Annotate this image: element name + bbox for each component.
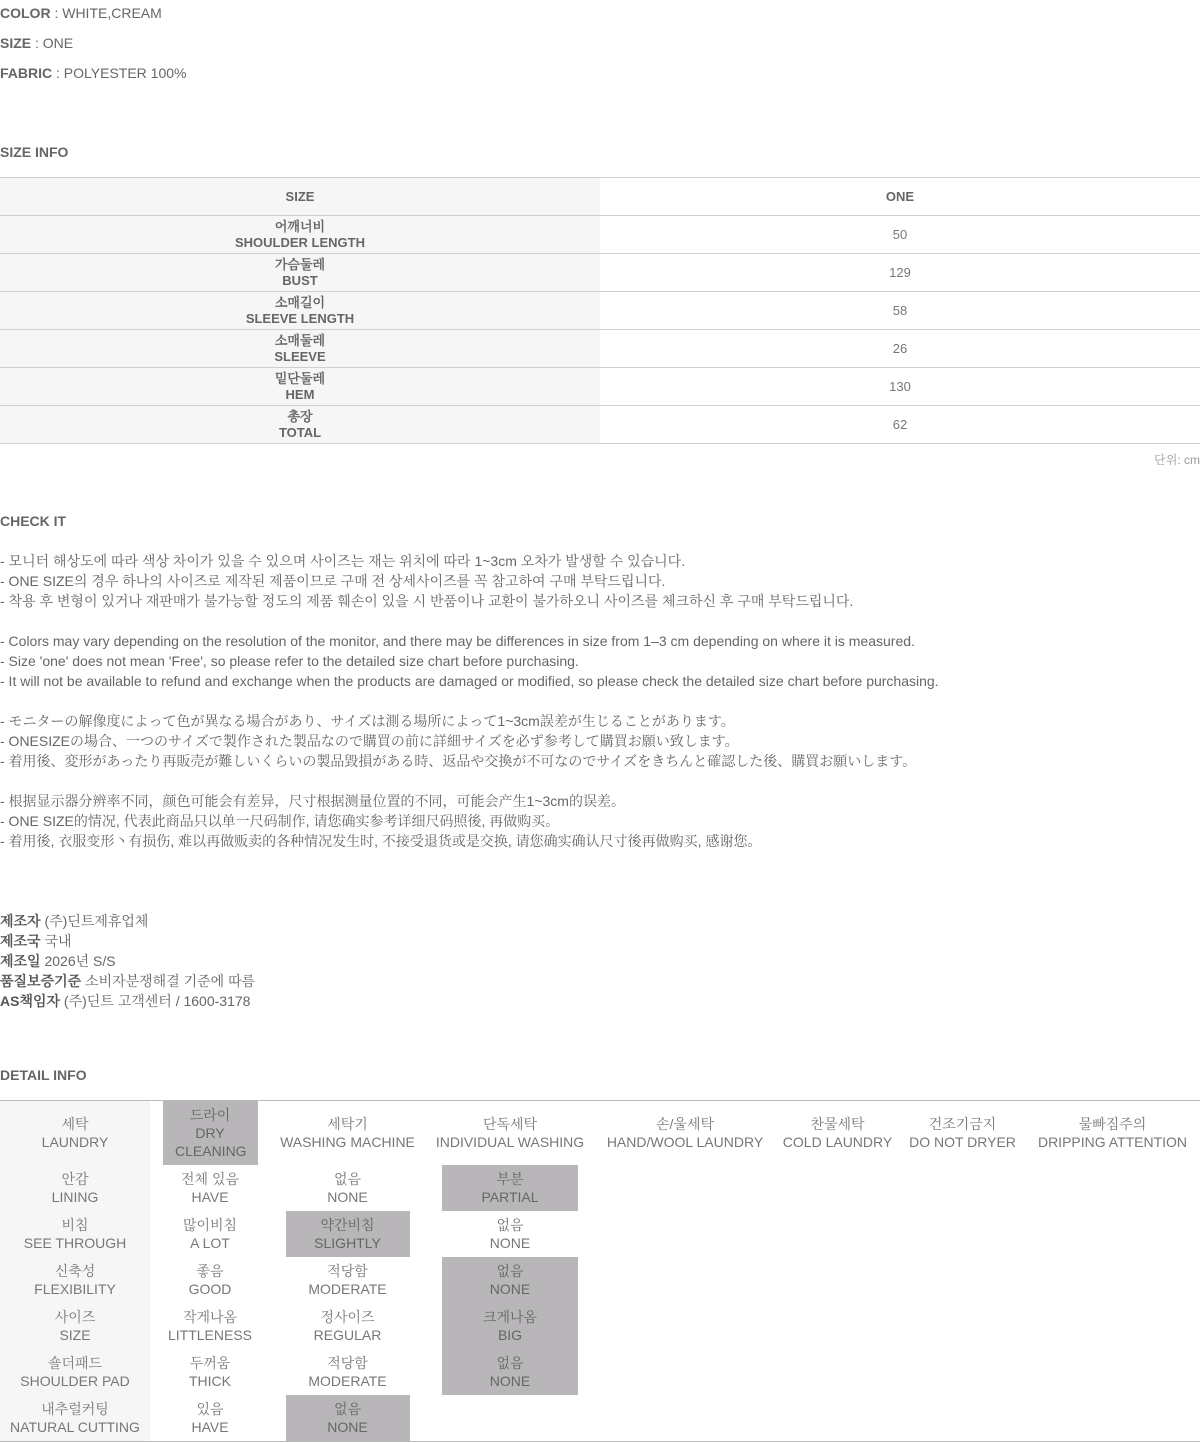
laundry-row — [0, 1101, 1200, 1166]
measure-en: BUST — [282, 272, 318, 288]
spec-value: : WHITE,CREAM — [50, 5, 162, 21]
table-row — [0, 330, 1200, 368]
maker-key: 품질보증기준 — [0, 973, 82, 989]
maker-key: 제조일 — [0, 953, 41, 969]
measure-en: SLEEVE — [274, 348, 326, 364]
table-row — [0, 406, 1200, 444]
check-line: - 着用後, 衣服变形丶有损伤, 难以再做贩卖的各种情况发生时, 不接受退货或是交换, 请您确实确认尺寸後再做购买, 感谢您。 — [0, 833, 762, 849]
detail-option: 있음 HAVE — [150, 1395, 270, 1442]
check-line: - 着用後、変形があったり再販売が難しいくらいの製品毀損がある時、返品や交換が不可なのでサイズをきちんと確認した後、購買お願いします。 — [0, 753, 917, 769]
detail-option-selected: 부분 PARTIAL — [425, 1165, 595, 1211]
maker-key: AS책임자 — [0, 993, 61, 1009]
detail-option: 정사이즈 REGULAR — [313, 1309, 382, 1343]
detail-option-selected: 약간비침 SLIGHTLY — [270, 1211, 425, 1257]
detail-option: 두꺼움 THICK — [189, 1355, 231, 1389]
detail-label: 비침 SEE THROUGH — [0, 1211, 150, 1257]
check-line: - 착용 후 변형이 있거나 재판매가 불가능할 정도의 제품 훼손이 있을 시 반품이나 교환이 불가하오니 사이즈를 체크하신 후 구매 부탁드립니다. — [0, 593, 854, 609]
spec-size — [0, 33, 73, 53]
measure-en: HEM — [285, 386, 315, 402]
maker-value: 2026년 S/S — [40, 953, 116, 969]
detail-option: 많이비침 A LOT — [182, 1217, 238, 1251]
size-header-value: ONE — [600, 178, 1200, 216]
size-header-label: SIZE — [0, 178, 600, 216]
check-line: - Colors may vary depending on the resolution of the monitor, and there may be differences in size from 1–3 cm depending on where it is measured. — [0, 633, 915, 649]
measure-value: 26 — [600, 330, 1200, 368]
maker-line — [0, 991, 250, 1011]
detail-option-selected: 없음 NONE — [425, 1349, 595, 1395]
detail-row-shoulder-pad — [0, 1349, 1200, 1395]
laundry-label: 세탁 LAUNDRY — [0, 1101, 150, 1166]
maker-value: (주)딘트 고객센터 / 1600-3178 — [60, 993, 251, 1009]
measure-value: 62 — [600, 406, 1200, 444]
check-line: - ONE SIZE의 경우 하나의 사이즈로 제작된 제품이므로 구매 전 상세사이즈를 꼭 참고하여 구매 부탁드립니다. — [0, 573, 666, 589]
check-line: - 모니터 해상도에 따라 색상 차이가 있을 수 있으며 사이즈는 재는 위치에 따라 1~3cm 오차가 발생할 수 있습니다. — [0, 553, 686, 569]
maker-value: 국내 — [40, 933, 72, 949]
check-line: - モニターの解像度によって色が異なる場合があり、サイズは測る場所によって1~3cm誤差が生じることがあります。 — [0, 713, 735, 729]
laundry-option-dry: 드라이 DRY CLEANING — [150, 1101, 270, 1166]
measure-en: SHOULDER LENGTH — [235, 234, 365, 250]
detail-option: 전체 있음 HAVE — [181, 1171, 239, 1205]
maker-line — [0, 951, 116, 971]
detail-label: 신축성 FLEXIBILITY — [0, 1257, 150, 1303]
detail-label: 내추럴커팅 NATURAL CUTTING — [0, 1395, 150, 1442]
maker-key: 제조자 — [0, 913, 41, 929]
detail-label: 안감 LINING — [0, 1165, 150, 1211]
laundry-option-cold: 찬물세탁 COLD LAUNDRY — [775, 1101, 900, 1166]
measure-label — [0, 292, 600, 330]
laundry-option-individual: 단독세탁 INDIVIDUAL WASHING — [425, 1101, 595, 1166]
measure-ko: 소매둘레 — [274, 332, 326, 348]
detail-info-title: DETAIL INFO — [0, 1067, 87, 1083]
measure-ko: 소매길이 — [274, 294, 326, 310]
detail-option-empty — [425, 1395, 595, 1442]
laundry-option-dripping: 물빠짐주의 DRIPPING ATTENTION — [1025, 1101, 1200, 1166]
maker-line — [0, 971, 255, 991]
check-it-title: CHECK IT — [0, 513, 67, 529]
laundry-option-no-dryer: 건조기금지 DO NOT DRYER — [900, 1101, 1025, 1166]
check-line: - ONESIZEの場合、一つのサイズで製作された製品なので購買の前に詳細サイズを必ず参考して購買お願い致します。 — [0, 733, 739, 749]
measure-label — [0, 368, 600, 406]
measure-label — [0, 406, 600, 444]
detail-row-flexibility — [0, 1257, 1200, 1303]
measure-value: 130 — [600, 368, 1200, 406]
detail-option: 좋음 GOOD — [188, 1263, 232, 1297]
table-row — [0, 254, 1200, 292]
measure-ko: 총장 — [287, 408, 313, 424]
spec-key: FABRIC — [0, 65, 53, 81]
size-table — [0, 177, 1200, 444]
measure-value: 50 — [600, 216, 1200, 254]
detail-label: 사이즈 SIZE — [0, 1303, 150, 1349]
maker-line — [0, 931, 72, 951]
spec-color — [0, 3, 162, 23]
table-row — [0, 368, 1200, 406]
measure-label — [0, 216, 600, 254]
detail-row-lining — [0, 1165, 1200, 1211]
measure-value: 58 — [600, 292, 1200, 330]
measure-label — [0, 330, 600, 368]
spec-value: : ONE — [31, 35, 74, 51]
check-line: - ONE SIZE的情况, 代表此商品只以单一尺码制作, 请您确实参考详细尺码照後, 再做购买。 — [0, 813, 560, 829]
size-info-title: SIZE INFO — [0, 144, 69, 160]
detail-row-size — [0, 1303, 1200, 1349]
spec-key: COLOR — [0, 5, 51, 21]
detail-option: 적당함 MODERATE — [308, 1355, 387, 1389]
detail-option-selected: 크게나옴 BIG — [425, 1303, 595, 1349]
table-row — [0, 292, 1200, 330]
spec-value: : POLYESTER 100% — [52, 65, 187, 81]
check-line: - It will not be available to refund and exchange when the products are damaged or modified, so please check the detailed size chart before purchasing. — [0, 673, 939, 689]
detail-option: 없음 NONE — [327, 1171, 368, 1205]
measure-en: TOTAL — [278, 424, 322, 440]
laundry-option-hand-wool: 손/울세탁 HAND/WOOL LAUNDRY — [595, 1101, 775, 1166]
table-row — [0, 216, 1200, 254]
detail-option: 없음 NONE — [489, 1217, 531, 1251]
detail-option-selected: 없음 NONE — [270, 1395, 425, 1442]
measure-value: 129 — [600, 254, 1200, 292]
measure-ko: 가슴둘레 — [274, 256, 326, 272]
maker-value: 소비자분쟁해결 기준에 따름 — [81, 973, 256, 989]
measure-ko: 밑단둘레 — [274, 370, 326, 386]
check-line: - Size 'one' does not mean 'Free', so please refer to the detailed size chart before purchasing. — [0, 653, 579, 669]
detail-row-natural-cutting — [0, 1395, 1200, 1442]
detail-option: 적당함 MODERATE — [308, 1263, 387, 1297]
measure-en: SLEEVE LENGTH — [245, 310, 355, 326]
detail-option-selected: 없음 NONE — [425, 1257, 595, 1303]
measure-ko: 어깨너비 — [274, 218, 326, 234]
maker-key: 제조국 — [0, 933, 41, 949]
maker-line — [0, 911, 148, 931]
size-table-header — [0, 178, 1200, 216]
spec-key: SIZE — [0, 35, 32, 51]
check-line: - 根据显示器分辨率不同，颜色可能会有差异，尺寸根据测量位置的不同，可能会产生1~3cm的误差。 — [0, 793, 625, 809]
measure-label — [0, 254, 600, 292]
maker-value: (주)딘트제휴업체 — [40, 913, 149, 929]
detail-row-see-through — [0, 1211, 1200, 1257]
laundry-option-washing-machine: 세탁기 WASHING MACHINE — [270, 1101, 425, 1166]
detail-label: 숄더패드 SHOULDER PAD — [0, 1349, 150, 1395]
detail-table — [0, 1100, 1200, 1442]
unit-note: 단위: cm — [1154, 453, 1200, 467]
spec-fabric — [0, 63, 186, 83]
detail-option: 작게나옴 LITTLENESS — [167, 1309, 253, 1343]
